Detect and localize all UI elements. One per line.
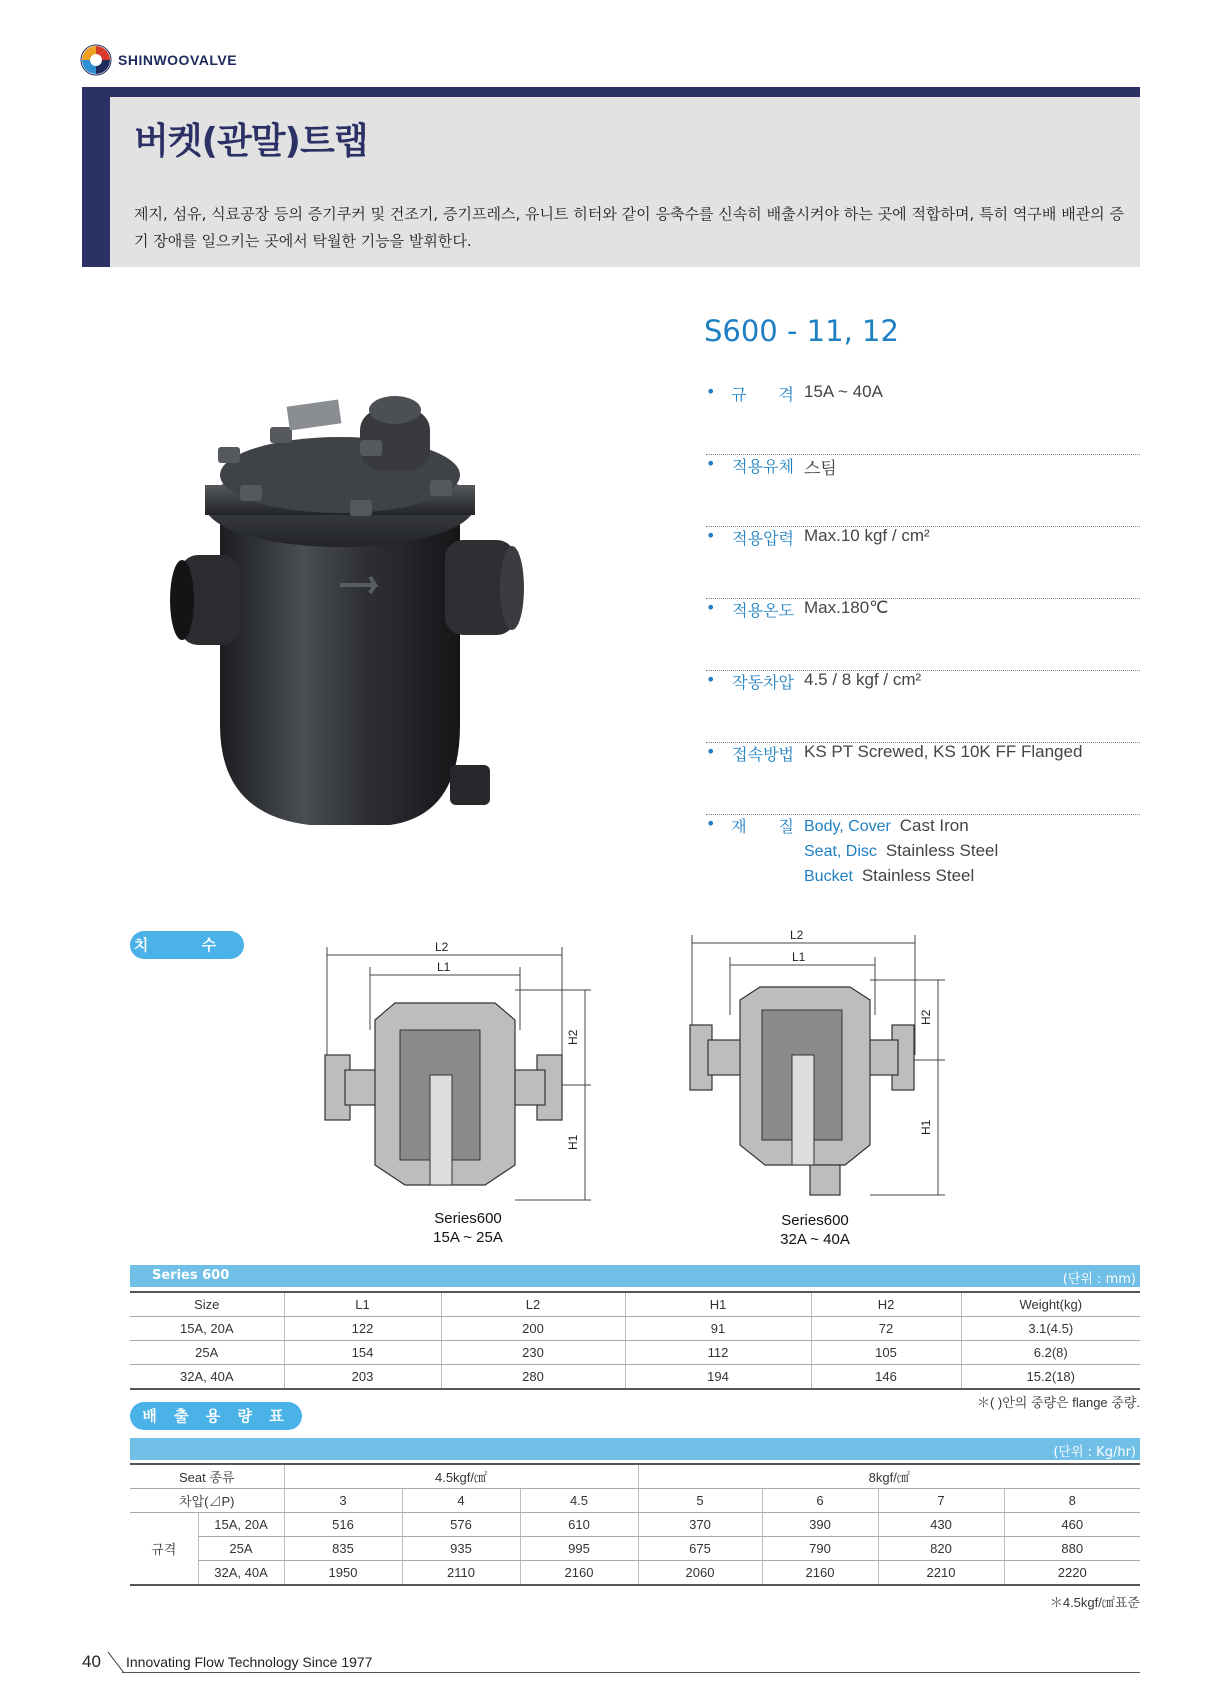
table-cell: 280: [441, 1365, 625, 1390]
title-banner: [82, 97, 1140, 267]
table-cell: 15A, 20A: [130, 1317, 284, 1341]
page-title: 버켓(관말)트랩: [134, 121, 368, 162]
spec-value: Max.10 kgf / cm²: [804, 526, 930, 545]
differential-pressure-label: 차압(⊿P): [130, 1489, 284, 1513]
table-cell: 32A, 40A: [130, 1365, 284, 1390]
label-h1: H1: [919, 1119, 933, 1135]
spec-value: 15A ~ 40A: [804, 382, 883, 401]
label-l2: L2: [435, 940, 449, 954]
capacity-note: ＊4.5kgf/㎠표준: [1049, 1595, 1140, 1610]
column-header: L1: [284, 1292, 441, 1317]
label-l1: L1: [792, 950, 806, 964]
label-l2: L2: [790, 928, 804, 942]
capacity-unit: (단위 : Kg/hr): [1053, 1445, 1136, 1460]
table-cell: 790: [762, 1537, 878, 1561]
table-cell: 8: [1004, 1489, 1140, 1513]
table-cell: 3.1(4.5): [961, 1317, 1140, 1341]
material-value: Stainless Steel: [885, 841, 999, 860]
page-number: 40: [82, 1652, 101, 1671]
table-cell: 880: [1004, 1537, 1140, 1561]
material-part: Bucket: [804, 868, 853, 885]
footer-tagline: Innovating Flow Technology Since 1977: [126, 1654, 373, 1670]
table-cell: 230: [441, 1341, 625, 1365]
spec-label: • 접속방법: [706, 742, 794, 764]
column-header: H1: [625, 1292, 811, 1317]
table-cell: 25A: [198, 1537, 284, 1561]
table-cell: 25A: [130, 1341, 284, 1365]
table-cell: 1950: [284, 1561, 402, 1586]
table-cell: 72: [811, 1317, 961, 1341]
table-cell: 3: [284, 1489, 402, 1513]
table-cell: 835: [284, 1537, 402, 1561]
capacity-table: [130, 1463, 1140, 1586]
bullet-icon: •: [706, 454, 716, 473]
bullet-icon: •: [706, 670, 716, 689]
spec-label: • 재 질: [706, 814, 794, 836]
bullet-icon: •: [706, 598, 716, 617]
spec-value: 4.5 / 8 kgf / cm²: [804, 670, 922, 689]
spec-row: [706, 742, 1140, 815]
material-part: Seat, Disc: [804, 843, 877, 860]
column-header: Weight(kg): [961, 1292, 1140, 1317]
header-bar: [82, 87, 1140, 97]
table-cell: 935: [402, 1537, 520, 1561]
table-cell: 390: [762, 1513, 878, 1537]
page-footer: [82, 1652, 1140, 1672]
table-row: [130, 1537, 1140, 1561]
spec-label: • 작동차압: [706, 670, 794, 692]
column-header: Size: [130, 1292, 284, 1317]
bullet-icon: •: [706, 814, 716, 833]
table-cell: 203: [284, 1365, 441, 1390]
spec-row: [706, 526, 1140, 599]
footer-rule: [122, 1672, 1140, 1673]
material-part: Body, Cover: [804, 818, 891, 835]
table-cell: 995: [520, 1537, 638, 1561]
seat-type-label: Seat 종류: [130, 1464, 284, 1489]
material-value: Stainless Steel: [861, 866, 975, 885]
drawing-caption-large: Series600 32A ~ 40A: [780, 1212, 850, 1248]
table-cell: 7: [878, 1489, 1004, 1513]
table-cell: 2210: [878, 1561, 1004, 1586]
table-cell: 32A, 40A: [198, 1561, 284, 1586]
seat-high-pressure: 8kgf/㎠: [638, 1464, 1140, 1489]
model-number: S600 - 11, 12: [704, 314, 899, 348]
table-cell: 105: [811, 1341, 961, 1365]
drawing-caption-small: Series600 15A ~ 25A: [433, 1210, 503, 1246]
table-cell: 112: [625, 1341, 811, 1365]
spec-label: • 적용온도: [706, 598, 794, 620]
table-cell: 122: [284, 1317, 441, 1341]
table-cell: 2160: [762, 1561, 878, 1586]
bullet-icon: •: [706, 382, 716, 401]
title-accent-stripe: [82, 97, 110, 267]
dimensions-table: [130, 1291, 1140, 1390]
product-photo: [160, 385, 560, 865]
table-cell: 610: [520, 1513, 638, 1537]
material-list: [804, 814, 998, 889]
spec-value: KS PT Screwed, KS 10K FF Flanged: [804, 742, 1083, 761]
label-l1: L1: [437, 960, 451, 974]
product-description: 제지, 섬유, 식료공장 등의 증기쿠커 및 건조기, 증기프레스, 유니트 히터와 같이 응축수를 신속히 배출시켜야 하는 곳에 적합하며, 특히 역구배 배관의 증기 장애를 일으키는 곳에서 탁월한 기능을 발휘한다.: [134, 205, 1124, 250]
dimensions-table-title: Series 600: [152, 1268, 230, 1283]
table-cell: 91: [625, 1317, 811, 1341]
spec-value: 스팀: [804, 459, 837, 478]
table-cell: 15.2(18): [961, 1365, 1140, 1390]
spec-label: • 규 격: [706, 382, 794, 404]
table-row: [130, 1341, 1140, 1365]
dimension-drawing-small: [315, 935, 605, 1210]
table-cell: 200: [441, 1317, 625, 1341]
seat-low-pressure: 4.5kgf/㎠: [284, 1464, 638, 1489]
spec-row: [706, 598, 1140, 671]
table-cell: 430: [878, 1513, 1004, 1537]
footer-slash-icon: [106, 1652, 126, 1674]
table-cell: 6: [762, 1489, 878, 1513]
table-row: [130, 1317, 1140, 1341]
table-cell: 516: [284, 1513, 402, 1537]
spec-row: [706, 454, 1140, 527]
table-cell: 154: [284, 1341, 441, 1365]
capacity-section-label: 배 출 용 량 표: [130, 1402, 302, 1430]
table-cell: 576: [402, 1513, 520, 1537]
table-cell: 2060: [638, 1561, 762, 1586]
spec-row: [706, 670, 1140, 743]
table-row: [130, 1365, 1140, 1390]
size-label: 규격: [130, 1513, 198, 1586]
table-cell: 460: [1004, 1513, 1140, 1537]
table-cell: 146: [811, 1365, 961, 1390]
bullet-icon: •: [706, 742, 716, 761]
seat-type-row: [130, 1464, 1140, 1489]
dimensions-table-header: [130, 1265, 1140, 1287]
table-cell: 15A, 20A: [198, 1513, 284, 1537]
brand-logo: [80, 44, 237, 76]
table-cell: 820: [878, 1537, 1004, 1561]
dimensions-unit: (단위 : mm): [1062, 1272, 1136, 1287]
table-cell: 675: [638, 1537, 762, 1561]
differential-pressure-row: [130, 1489, 1140, 1513]
spec-value: Max.180℃: [804, 598, 889, 617]
table-cell: 6.2(8): [961, 1341, 1140, 1365]
table-cell: 2220: [1004, 1561, 1140, 1586]
dimension-drawing-large: [680, 925, 960, 1210]
table-cell: 4.5: [520, 1489, 638, 1513]
table-row: [130, 1561, 1140, 1586]
bullet-icon: •: [706, 526, 716, 545]
table-cell: 370: [638, 1513, 762, 1537]
column-header: H2: [811, 1292, 961, 1317]
table-header-row: [130, 1292, 1140, 1317]
shinwoo-logo-icon: [80, 44, 112, 76]
spec-row: [706, 382, 1140, 455]
table-cell: 4: [402, 1489, 520, 1513]
table-row: [130, 1513, 1140, 1537]
label-h2: H2: [566, 1029, 580, 1045]
material-value: Cast Iron: [899, 816, 969, 835]
spec-row-material: [706, 814, 1140, 904]
label-h1: H1: [566, 1134, 580, 1150]
table-cell: 5: [638, 1489, 762, 1513]
spec-label: • 적용유체: [706, 454, 794, 476]
table-cell: 2110: [402, 1561, 520, 1586]
table-cell: 2160: [520, 1561, 638, 1586]
weight-note: ＊( )안의 중량은 flange 중량.: [976, 1395, 1140, 1410]
dimensions-section-label: 치 수: [130, 931, 244, 959]
brand-name: SHINWOOVALVE: [118, 52, 238, 68]
spec-label: • 적용압력: [706, 526, 794, 548]
table-cell: 194: [625, 1365, 811, 1390]
label-h2: H2: [919, 1009, 933, 1025]
column-header: L2: [441, 1292, 625, 1317]
capacity-table-header: [130, 1438, 1140, 1460]
